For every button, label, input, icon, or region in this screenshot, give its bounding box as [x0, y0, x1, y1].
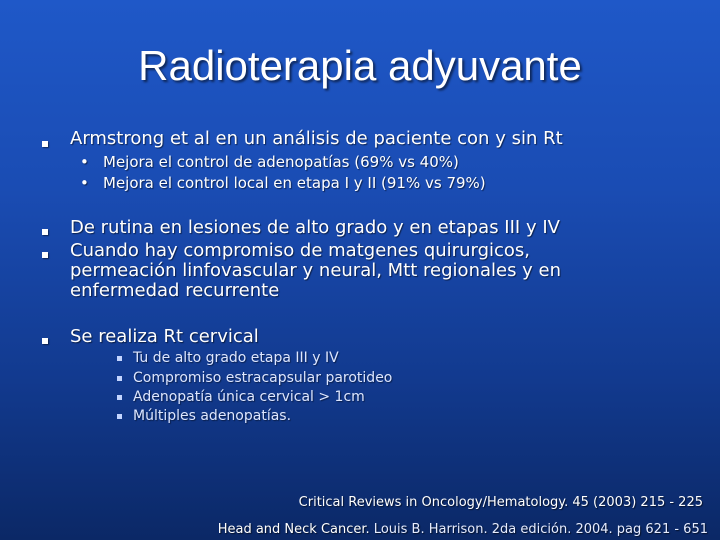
- bullet-1-text: Armstrong et al en un análisis de paciente con y sin Rt: [70, 128, 563, 149]
- bullet-4-sub-2: Compromiso estracapsular parotideo: [133, 370, 393, 386]
- bullet-3-line-3: enfermedad recurrente: [70, 280, 280, 301]
- dot-bullet-icon: •: [80, 174, 89, 192]
- dot-bullet-icon: •: [80, 153, 89, 171]
- reference-2: [218, 522, 708, 537]
- small-square-bullet-icon: [117, 376, 122, 381]
- square-bullet-icon: [42, 229, 48, 235]
- bullet-1-sub-2: Mejora el control local en etapa I y II (91% vs 79%): [103, 174, 486, 192]
- bullet-2-text: De rutina en lesiones de alto grado y en etapas III y IV: [70, 217, 560, 238]
- square-bullet-icon: [42, 252, 48, 258]
- square-bullet-icon: [42, 338, 48, 344]
- bullet-4-text: Se realiza Rt cervical: [70, 326, 259, 347]
- small-square-bullet-icon: [117, 414, 122, 419]
- bullet-4-sub-4: Múltiples adenopatías.: [133, 408, 292, 424]
- small-square-bullet-icon: [117, 395, 122, 400]
- reference-1: Critical Reviews in Oncology/Hematology. 45 (2003) 215 - 225: [298, 495, 703, 510]
- small-square-bullet-icon: [117, 356, 122, 361]
- reference-2-book-title: Head and Neck Cancer.: [217, 522, 370, 537]
- bullet-3-line-1: Cuando hay compromiso de matgenes quirurgicos,: [70, 240, 531, 261]
- bullet-3-line-2: permeación linfovascular y neural, Mtt regionales y en: [70, 260, 562, 281]
- square-bullet-icon: [42, 141, 48, 147]
- bullet-4-sub-3: Adenopatía única cervical > 1cm: [133, 389, 365, 405]
- reference-2-details: Louis B. Harrison. 2da edición. 2004. pag 621 - 651: [369, 522, 708, 537]
- slide-title: Radioterapia adyuvante: [138, 42, 582, 89]
- bullet-4-sub-1: Tu de alto grado etapa III y IV: [133, 350, 339, 366]
- bullet-1-sub-1: Mejora el control de adenopatías (69% vs 40%): [103, 153, 459, 171]
